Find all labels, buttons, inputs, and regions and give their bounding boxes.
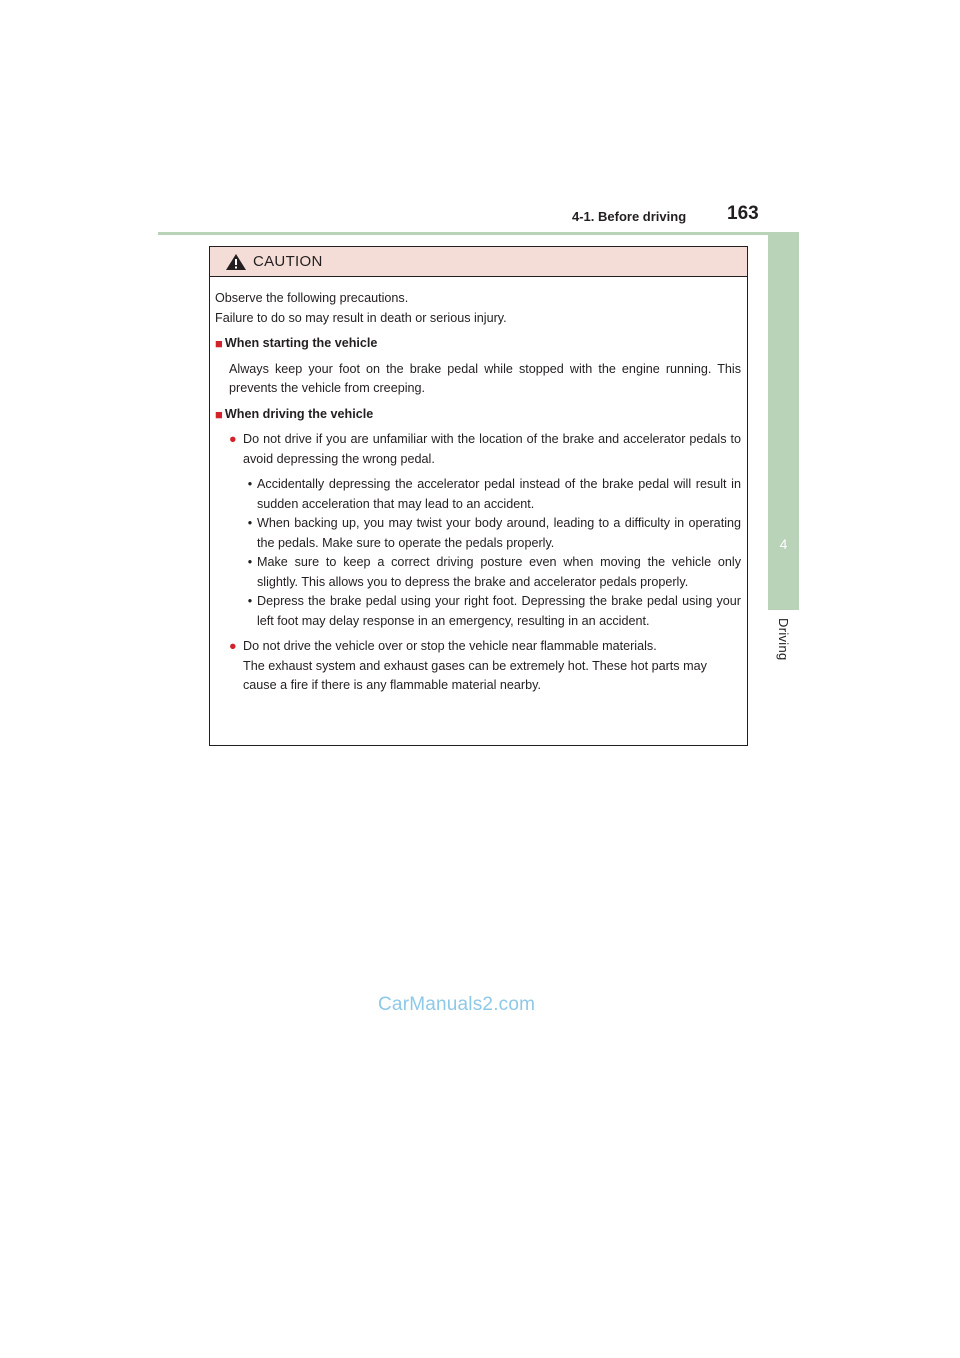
circle-bullet-icon: ● [229, 432, 237, 446]
watermark: CarManuals2.com [378, 994, 536, 1015]
square-bullet-icon: ■ [215, 336, 223, 351]
header-rule [158, 232, 799, 235]
section-heading: ■ When starting the vehicle [215, 334, 741, 354]
square-bullet-icon: ■ [215, 406, 223, 422]
list-item: • Make sure to keep a correct driving posture even when moving the vehicle only slightly. This allows you to depress the brake and accelerator pedals properly. [243, 553, 741, 592]
circle-bullet-icon: ● [229, 639, 237, 653]
chapter-tab [768, 235, 799, 610]
dot-bullet-icon: • [247, 516, 253, 530]
section-text: Always keep your foot on the brake pedal while stopped with the engine running. This prevents the vehicle from creeping. [229, 361, 741, 395]
caution-header [210, 247, 747, 277]
section-title: 4-1. Before driving [572, 209, 687, 224]
page-number: 163 [727, 203, 759, 224]
dot-bullet-icon: • [247, 594, 253, 608]
bullet-item: ● Do not drive if you are unfamiliar with the location of the brake and accelerator pedals to avoid depressing the wrong pedal. [215, 430, 741, 469]
dot-bullet-icon: • [247, 477, 253, 491]
caution-body [210, 277, 747, 696]
section-heading: ■ When driving the vehicle [215, 405, 741, 425]
intro-line: Observe the following precautions. [215, 291, 409, 305]
list-item: • When backing up, you may twist your body around, leading to a difficulty in operating the pedals. Make sure to operate the pedals properly. [243, 514, 741, 553]
list-item: • Depress the brake pedal using your right foot. Depressing the brake pedal using your left foot may delay response in an emergency, resulting in an accident. [243, 592, 741, 631]
caution-box [209, 246, 748, 746]
intro-line: Failure to do so may result in death or serious injury. [215, 310, 507, 325]
list-item: • Accidentally depressing the accelerator pedal instead of the brake pedal will result in sudden acceleration that may lead to an accident. [243, 475, 741, 514]
chapter-tab-label: Driving [776, 618, 791, 661]
dot-bullet-icon: • [247, 555, 253, 569]
warning-triangle-icon [225, 253, 247, 271]
bullet-item: ● Do not drive the vehicle over or stop the vehicle near flammable materials. The exhaust system and exhaust gases can be extremely hot. These hot parts may cause a fire if there is any flammable material nearby. [215, 637, 741, 696]
sub-list [215, 475, 741, 631]
chapter-tab-number: 4 [779, 536, 788, 552]
caution-title: CAUTION [253, 253, 323, 270]
